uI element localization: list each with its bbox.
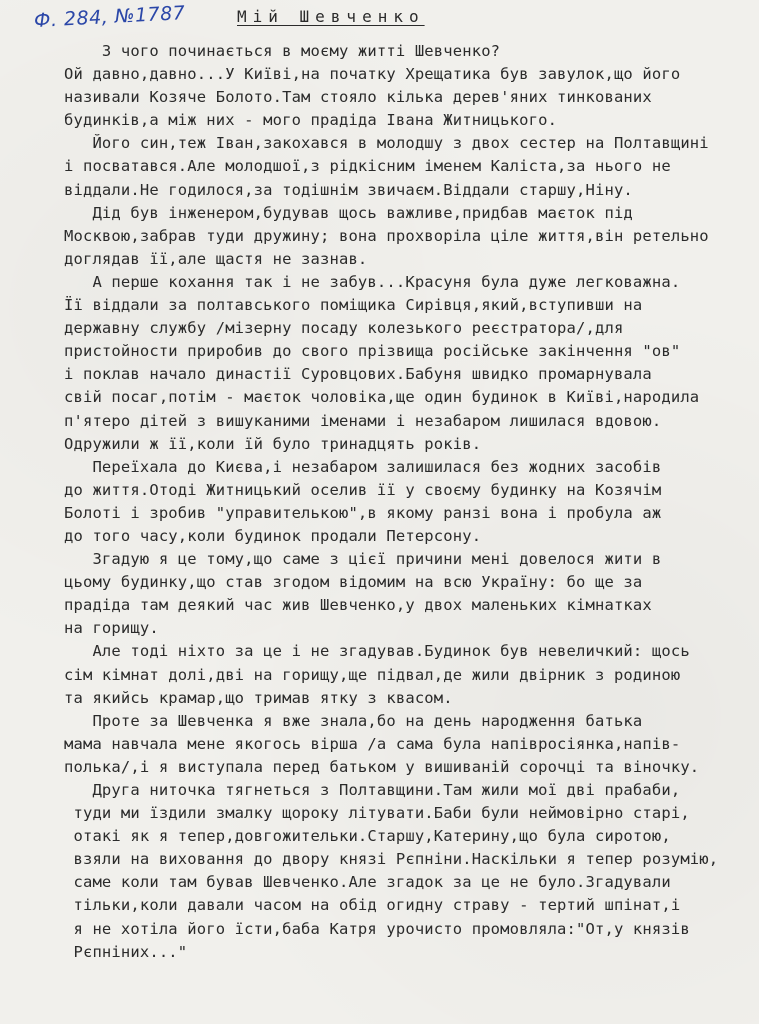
body-line: Рєпніних..." bbox=[64, 942, 188, 961]
body-line: Але тоді ніхто за це і не згадував.Будинок був невеличкий: щось bbox=[64, 642, 690, 661]
body-line: саме коли там бував Шевченко.Але згадок за це не було.Згадували bbox=[64, 873, 671, 892]
typed-body-text bbox=[64, 40, 756, 964]
body-line: свій посаг,потім - маєток чоловіка,ще один будинок в Київі,народила bbox=[64, 388, 700, 407]
body-line: п'ятеро дітей з вишуканими іменами і незабаром лишилася вдовою. bbox=[64, 411, 662, 430]
body-line: Згадую я це тому,що саме з цієї причини мені довелося жити в bbox=[64, 550, 662, 569]
body-line: Ой давно,давно...У Київі,на початку Хрещатика був завулок,що його bbox=[64, 65, 681, 84]
body-line: державну службу /мізерну посаду колезького реєстратора/,для bbox=[64, 319, 624, 338]
body-line: Її віддали за полтавського поміщика Сирівця,який,вступивши на bbox=[64, 296, 643, 315]
body-line: мама навчала мене якогось вірша /а сама була напівросіянка,напів- bbox=[64, 734, 681, 753]
archive-reference-handwritten: Ф. 284, №1787 bbox=[33, 2, 186, 32]
body-line: Москвою,забрав туди дружину; вона прохворіла ціле життя,він ретельно bbox=[64, 226, 709, 245]
body-line: Одружили ж її,коли їй було тринадцять років. bbox=[64, 434, 482, 453]
body-line: будинків,а між них - мого прадіда Івана Житницького. bbox=[64, 111, 558, 130]
body-line: Друга ниточка тягнеться з Полтавщини.Там жили мої дві прабаби, bbox=[64, 781, 681, 799]
body-line: прадіда там деякий час жив Шевченко,у двох маленьких кімнатках bbox=[64, 596, 652, 615]
body-line: і посватався.Але молодшої,з рідкісним іменем Калістa,за нього не bbox=[64, 157, 671, 176]
body-line: віддали.Не годилося,за тодішнім звичаєм.Віддали старшу,Ніну. bbox=[64, 180, 633, 199]
body-line: на горищу. bbox=[64, 619, 159, 638]
body-line: до життя.Отоді Житницький оселив її у своєму будинку на Козячім bbox=[64, 480, 662, 499]
body-line: пристойности приробив до свого прізвища російське закінчення "ов" bbox=[64, 342, 681, 361]
body-line: Дід був інженером,будував щось важливе,придбав маєток під bbox=[64, 203, 633, 222]
body-line: Його син,теж Іван,закохався в молодшу з двох сестер на Полтавщині bbox=[64, 134, 709, 153]
body-line: З чого починається в моєму житті Шевченко? bbox=[64, 42, 501, 60]
body-line: отакі як я тепер,довгожительки.Старшу,Катерину,що була сиротою, bbox=[64, 827, 671, 846]
body-line: туди ми їздили змалку щороку літувати.Баби були неймовірно старі, bbox=[64, 804, 690, 823]
body-line: до того часу,коли будинок продали Петерсону. bbox=[64, 526, 482, 545]
body-line: Переїхала до Києва,і незабаром залишилася без жодних засобів bbox=[64, 457, 662, 476]
body-line: я не хотіла його їсти,баба Катря урочисто промовляла:"От,у князів bbox=[64, 919, 690, 938]
body-line: називали Козяче Болото.Там стояло кілька дерев'яних тинкованих bbox=[64, 88, 652, 107]
body-line: Проте за Шевченка я вже знала,бо на день народження батька bbox=[64, 711, 643, 730]
body-line: цьому будинку,що став згодом відомим на всю Україну: бо ще за bbox=[64, 573, 643, 592]
body-line: взяли на виховання до двору князі Рєпніни.Наскільки я тепер розумію, bbox=[64, 850, 719, 869]
body-line: тільки,коли давали часом на обід огидну страву - тертий шпінат,і bbox=[64, 896, 681, 915]
body-line: та якийсь крамар,що тримав ятку з квасом. bbox=[64, 688, 453, 707]
body-line: доглядав її,але щастя не зазнав. bbox=[64, 249, 368, 268]
page-title: Мій Шевченко bbox=[237, 7, 425, 26]
body-line: А перше кохання так і не забув...Красуня була дуже легковажна. bbox=[64, 272, 681, 291]
body-line: сім кімнат долі,дві на горищу,ще підвал,де жили двірник з родиною bbox=[64, 665, 681, 684]
body-line: Болоті і зробив "управителькою",в якому ранзі вона і пробула аж bbox=[64, 503, 662, 522]
body-line: і поклав начало династії Суровцових.Бабуня швидко промарнувала bbox=[64, 365, 652, 384]
body-line: полька/,і я виступала перед батьком у вишиваній сорочці та віночку. bbox=[64, 757, 700, 776]
